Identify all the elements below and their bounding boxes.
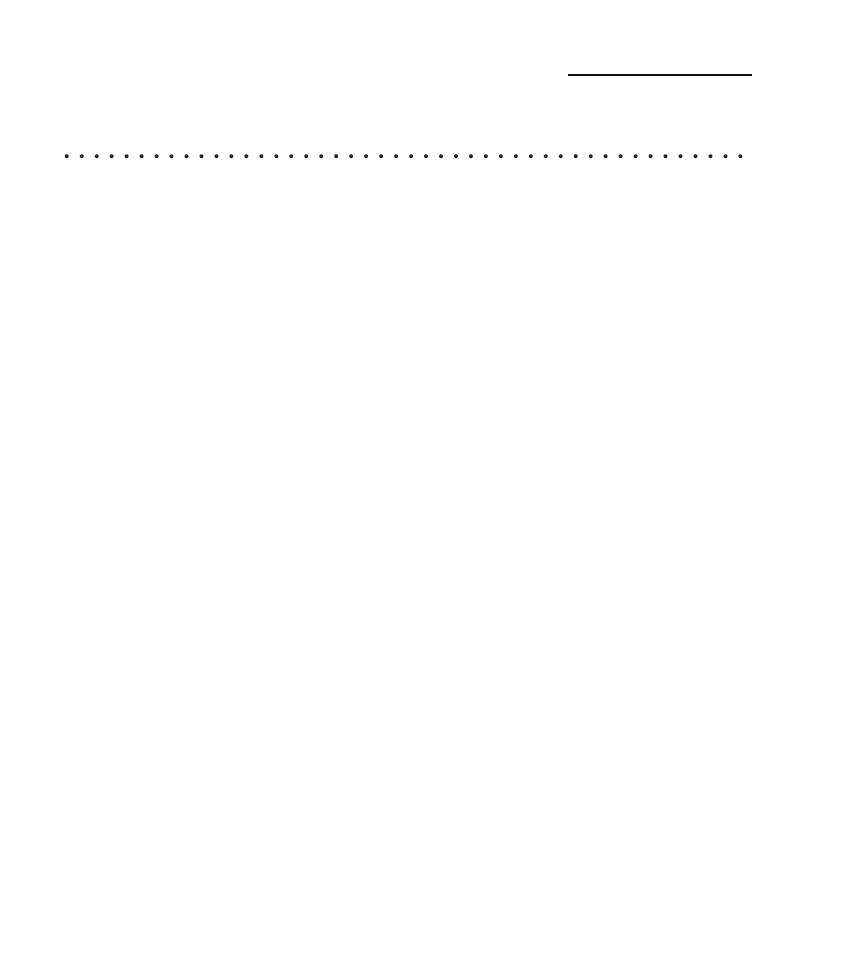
section-spacer (60, 104, 752, 135)
header-rule (568, 74, 752, 76)
section-spacer (60, 168, 752, 186)
toc-entry-appendix (60, 135, 752, 168)
table-of-contents (60, 104, 752, 186)
dot-leader (63, 135, 749, 168)
